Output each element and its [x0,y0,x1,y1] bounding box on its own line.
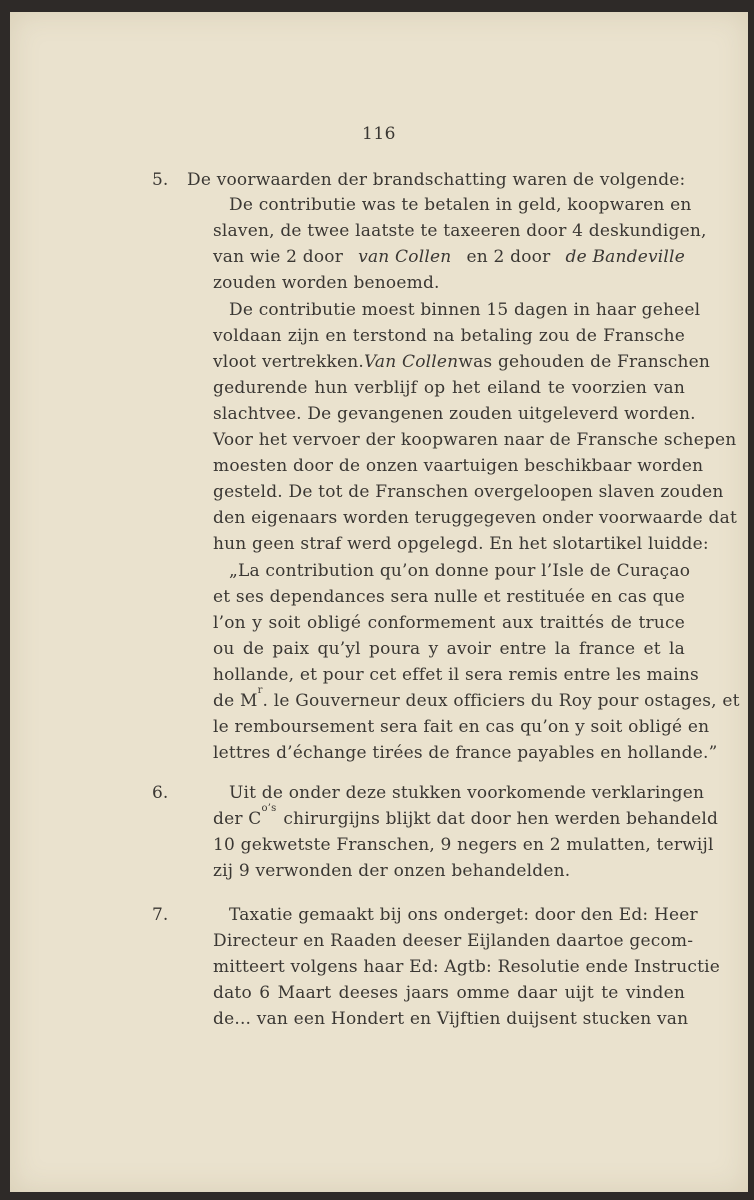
text-line [213,247,685,267]
text-line: de... van een Hondert en Vijftien duijsent stucken van [213,1009,689,1029]
text-fragment: . le Gouverneur deux officiers du Roy pour ostages, et [262,691,740,711]
text-line: mitteert volgens haar Ed: Agtb: Resolutie ende Instructie [213,957,721,977]
text-line: gesteld. De tot de Franschen overgeloopen slaven zouden [213,482,724,502]
text-line [213,352,711,372]
text-line: zouden worden benoemd. [213,273,440,293]
text-line: Uit de onder deze stukken voorkomende verklaringen [229,783,705,803]
text-fragment: de M [213,691,258,711]
text-line: Voor het vervoer der koopwaren naar de Fransche schepen [213,430,737,450]
text-fragment: der C [213,809,262,829]
quote-line: lettres d’échange tirées de france payables en hollande.” [213,743,718,763]
superscript: r [257,685,263,696]
text-line [213,803,719,829]
section-number: 6. [152,783,169,803]
text-line: Directeur en Raaden deeser Eijlanden daartoe gecom- [213,931,694,951]
text-fragment: en 2 door [466,247,551,267]
section-number: 5. [152,170,169,190]
text-line: den eigenaars worden teruggegeven onder voorwaarde dat [213,508,737,528]
text-line: gedurende hun verblijf op het eiland te voorzien van [213,378,685,398]
text-line: hun geen straf werd opgelegd. En het slotartikel luidde: [213,534,709,554]
person-name: Van Collen [363,352,459,372]
text-line: De contributie moest binnen 15 dagen in haar geheel [229,300,701,320]
page-number: 116 [362,124,396,144]
quote-line [213,685,740,711]
quote-line: et ses dependances sera nulle et restituée en cas que [213,587,685,607]
quote-line: le remboursement sera fait en cas qu’on y soit obligé en [213,717,710,737]
text-line: slaven, de twee laatste te taxeeren door 4 deskundigen, [213,221,707,241]
text-fragment: was gehouden de Franschen [458,352,711,372]
quote-line: ou de paix qu’yl poura y avoir entre la france et la [213,639,685,659]
quote-line: „La contribution qu’on donne pour l’Isle de Curaçao [229,561,691,581]
text-fragment: vloot vertrekken. [213,352,364,372]
text-line: voldaan zijn en terstond na betaling zou de Fransche [213,326,685,346]
quote-line: hollande, et pour cet effet il sera remis entre les mains [213,665,699,685]
book-page [10,12,748,1192]
text-line: 10 gekwetste Franschen, 9 negers en 2 mulatten, terwijl [213,835,714,855]
text-line: De contributie was te betalen in geld, koopwaren en [229,195,692,215]
text-line: dato 6 Maart deeses jaars omme daar uijt te vinden [213,983,685,1003]
section-number: 7. [152,905,169,925]
section-heading: De voorwaarden der brandschatting waren de volgende: [187,170,686,190]
text-fragment: van wie 2 door [213,247,344,267]
text-line: slachtvee. De gevangenen zouden uitgeleverd worden. [213,404,696,424]
person-name: de Bandeville [565,247,685,267]
person-name: van Collen [358,247,452,267]
text-line: moesten door de onzen vaartuigen beschikbaar worden [213,456,704,476]
text-line: zij 9 verwonden der onzen behandelden. [213,861,571,881]
superscript: o’s [261,803,277,814]
text-line: Taxatie gemaakt bij ons onderget: door den Ed: Heer [229,905,698,925]
quote-line: l’on y soit obligé conformement aux traittés de truce [213,613,685,633]
text-fragment: chirurgijns blijkt dat door hen werden behandeld [283,809,719,829]
